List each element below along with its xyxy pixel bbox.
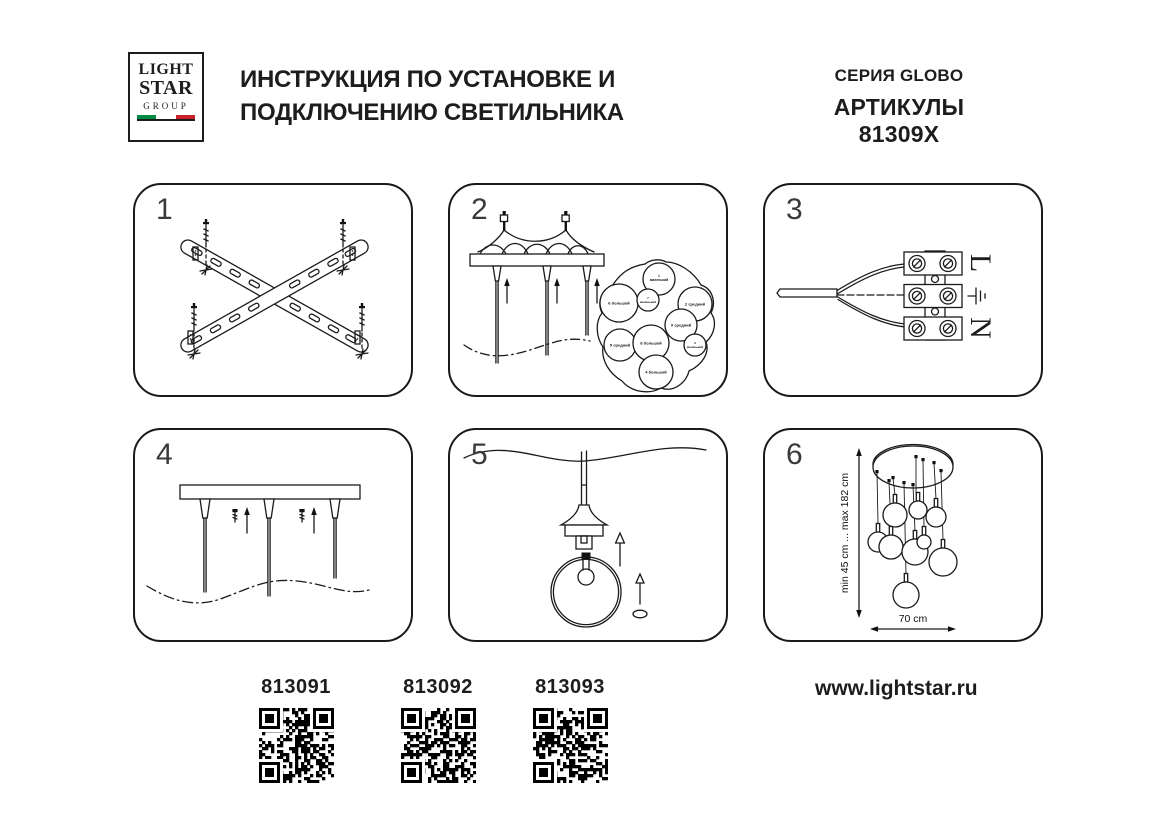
earth-icon bbox=[968, 288, 985, 304]
article-code: 813092 bbox=[403, 676, 473, 698]
shade-label: большой bbox=[643, 340, 662, 346]
svg-text:8большой bbox=[640, 341, 662, 346]
articles-label: АРТИКУЛЫ 81309X bbox=[833, 94, 965, 147]
wiring-diagram bbox=[765, 185, 1041, 395]
shade-label: 7 bbox=[647, 296, 649, 300]
step-3-panel bbox=[763, 183, 1043, 397]
article-813093-block bbox=[524, 676, 616, 788]
shade-label: маленький bbox=[649, 278, 669, 283]
up-arrow-icon bbox=[633, 574, 647, 618]
step-2-panel bbox=[448, 183, 728, 397]
height-range-label: min 45 cm ... max 182 cm bbox=[839, 472, 851, 594]
step-number: 5 bbox=[471, 438, 488, 471]
series-label: СЕРИЯ GLOBO bbox=[834, 66, 964, 85]
width-dimension bbox=[870, 613, 956, 632]
terminal-block bbox=[904, 251, 962, 340]
shade-label: 9 bbox=[670, 322, 674, 328]
title-line-1: ИНСТРУКЦИЯ ПО УСТАНОВКЕ И bbox=[240, 66, 616, 93]
up-arrow-icon bbox=[616, 533, 625, 566]
qr-code bbox=[401, 708, 476, 783]
ceiling-plate bbox=[470, 211, 604, 266]
step-number: 4 bbox=[156, 438, 173, 471]
shade-label: 4 bbox=[645, 369, 648, 375]
lightstar-logo bbox=[128, 52, 204, 142]
shade-label: средний bbox=[688, 301, 706, 307]
step-6-panel bbox=[763, 428, 1043, 642]
article-813092-block bbox=[392, 676, 484, 788]
up-arrow-icon bbox=[244, 507, 317, 533]
step-4-panel bbox=[133, 428, 413, 642]
step-number: 1 bbox=[156, 193, 173, 226]
shade-label: средний bbox=[674, 322, 692, 328]
logo-text: GROUP bbox=[143, 101, 189, 111]
shade-label: 3 bbox=[694, 341, 696, 345]
ceiling-line bbox=[464, 339, 590, 356]
cross-bracket-diagram bbox=[135, 185, 411, 395]
svg-text:5средний bbox=[610, 343, 631, 348]
svg-text:6большой bbox=[608, 301, 630, 306]
article-code: 813091 bbox=[261, 676, 331, 698]
shade-label: 1 bbox=[658, 274, 660, 278]
svg-text:9средний bbox=[671, 323, 692, 328]
bulb-icon bbox=[578, 569, 594, 585]
shade-label: 6 bbox=[608, 300, 611, 306]
ceiling-line bbox=[147, 580, 369, 602]
step-number: 6 bbox=[786, 438, 803, 471]
article-813091-block bbox=[250, 676, 342, 788]
suspension-cord bbox=[561, 451, 607, 549]
page-title bbox=[240, 63, 624, 129]
svg-text:4большой bbox=[645, 370, 667, 375]
qr-code bbox=[259, 708, 334, 783]
globe-assembly-diagram bbox=[450, 430, 726, 640]
italian-flag-icon bbox=[137, 115, 195, 121]
height-dimension bbox=[839, 448, 862, 618]
width-label: 70 cm bbox=[898, 613, 928, 625]
shade-label: маленький bbox=[639, 299, 657, 304]
logo-text: LIGHT bbox=[138, 61, 194, 78]
ceiling-plate bbox=[180, 485, 360, 499]
step-1-panel bbox=[133, 183, 413, 397]
shade-label: большой bbox=[611, 300, 630, 306]
plate-cords-diagram bbox=[135, 430, 411, 640]
live-wire-label: L bbox=[964, 253, 997, 273]
ceiling-line bbox=[464, 448, 706, 461]
retaining-ring-icon bbox=[633, 610, 647, 618]
suspension-cord bbox=[200, 499, 340, 596]
website-url: www.lightstar.ru bbox=[815, 677, 978, 700]
shade-label: средний bbox=[613, 342, 631, 348]
shade-label: маленький bbox=[686, 344, 704, 349]
step-5-panel bbox=[448, 428, 728, 642]
neutral-wire-label: N bbox=[964, 317, 997, 339]
shade-size-chart bbox=[597, 260, 714, 392]
svg-text:2средний bbox=[685, 302, 706, 307]
supply-cable bbox=[777, 264, 911, 328]
title-line-2: ПОДКЛЮЧЕНИЮ СВЕТИЛЬНИКА bbox=[240, 99, 624, 126]
shade-label: 5 bbox=[609, 342, 613, 348]
canopy-wiring-diagram bbox=[450, 185, 726, 395]
qr-code bbox=[533, 708, 608, 783]
step-number: 3 bbox=[786, 193, 803, 226]
article-code: 813093 bbox=[535, 676, 605, 698]
fixture-dimensions-diagram bbox=[765, 430, 1041, 640]
shade-label: 2 bbox=[684, 301, 688, 307]
step-number: 2 bbox=[471, 193, 488, 226]
series-block bbox=[793, 66, 1005, 148]
shade-label: большой bbox=[648, 369, 667, 375]
shade-label: 8 bbox=[640, 340, 643, 346]
logo-text: STAR bbox=[139, 77, 193, 99]
glass-globe bbox=[551, 553, 621, 628]
